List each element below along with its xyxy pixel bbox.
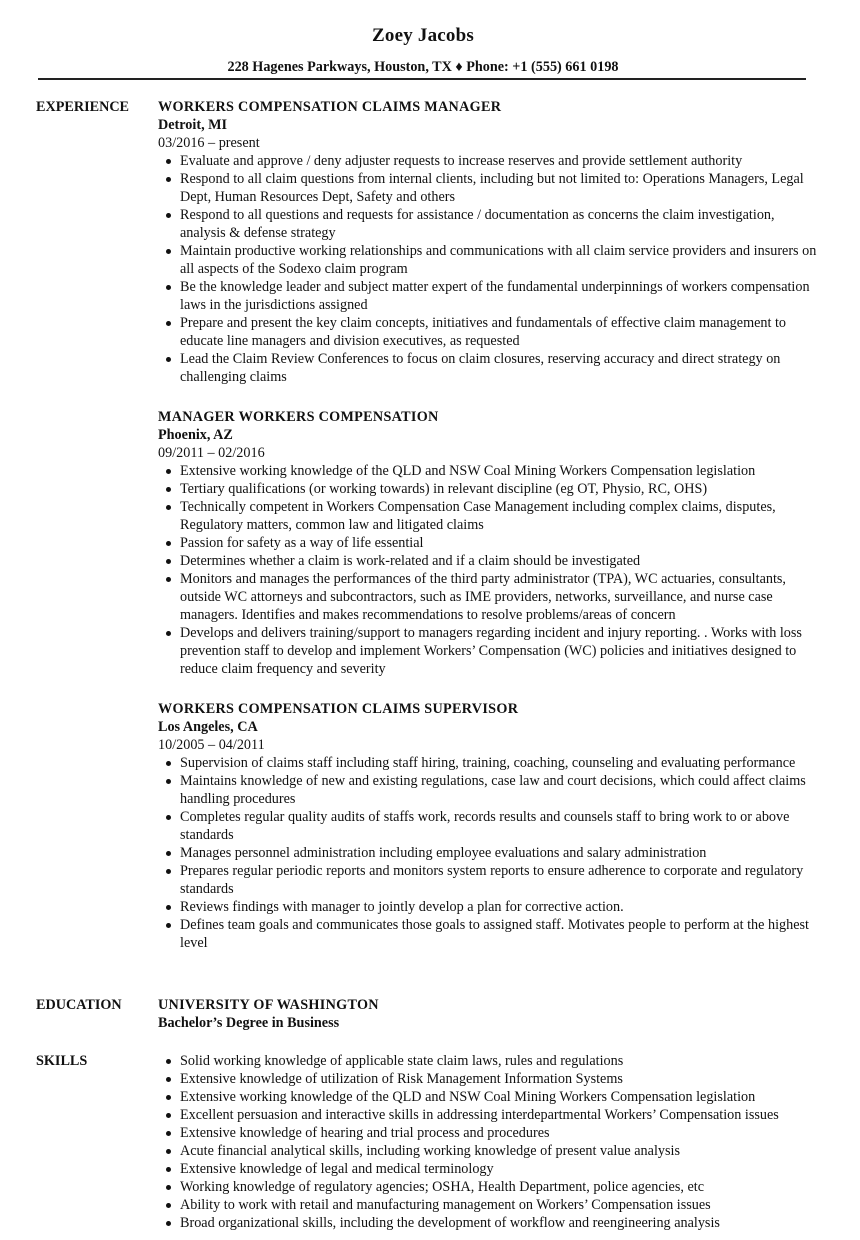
- skills-body: [158, 1052, 818, 1232]
- skills-list: [158, 1052, 818, 1232]
- job-duties: [158, 152, 818, 386]
- job-dates: 03/2016 – present: [158, 135, 260, 151]
- skill-item: Extensive knowledge of legal and medical terminology: [158, 1160, 818, 1178]
- contact-line: 228 Hagenes Parkways, Houston, TX ♦ Phone: +1 (555) 661 0198: [227, 59, 619, 75]
- duty-item: Maintains knowledge of new and existing regulations, case law and court decisions, which could affect claims handling procedures: [158, 772, 818, 808]
- duty-item: Extensive working knowledge of the QLD and NSW Coal Mining Workers Compensation legislation: [158, 462, 818, 480]
- job-entry: [158, 700, 818, 952]
- resume-header: [0, 24, 846, 76]
- duty-item: Completes regular quality audits of staffs work, records results and counsels staff to bring work to or above standards: [158, 808, 818, 844]
- duty-item: Respond to all claim questions from internal clients, including but not limited to: Operations Managers, Legal Dept, Human Resources Dept, Safety and others: [158, 170, 818, 206]
- job-duties: [158, 754, 818, 952]
- duty-item: Respond to all questions and requests for assistance / documentation as concerns the claim investigation, analysis & defense strategy: [158, 206, 818, 242]
- duty-item: Tertiary qualifications (or working towards) in relevant discipline (eg OT, Physio, RC, OHS): [158, 480, 818, 498]
- duty-item: Determines whether a claim is work-related and if a claim should be investigated: [158, 552, 818, 570]
- job-dates: 09/2011 – 02/2016: [158, 445, 265, 461]
- duty-item: Passion for safety as a way of life essential: [158, 534, 818, 552]
- duty-item: Manages personnel administration including employee evaluations and salary administration: [158, 844, 818, 862]
- job-title: MANAGER WORKERS COMPENSATION: [158, 409, 439, 425]
- job-location: Detroit, MI: [158, 117, 228, 133]
- skill-item: Solid working knowledge of applicable state claim laws, rules and regulations: [158, 1052, 818, 1070]
- duty-item: Prepares regular periodic reports and monitors system reports to ensure adherence to corporate and regulatory standards: [158, 862, 818, 898]
- skill-item: Extensive knowledge of hearing and trial process and procedures: [158, 1124, 818, 1142]
- degree-name: Bachelor’s Degree in Business: [158, 1015, 340, 1031]
- skill-item: Extensive working knowledge of the QLD and NSW Coal Mining Workers Compensation legislation: [158, 1088, 818, 1106]
- candidate-name: Zoey Jacobs: [372, 25, 474, 46]
- job-dates: 10/2005 – 04/2011: [158, 737, 265, 753]
- school-name: UNIVERSITY OF WASHINGTON: [158, 997, 379, 1013]
- duty-item: Supervision of claims staff including staff hiring, training, coaching, counseling and evaluating performance: [158, 754, 818, 772]
- job-entry: [158, 408, 818, 678]
- duty-item: Reviews findings with manager to jointly develop a plan for corrective action.: [158, 898, 818, 916]
- skill-item: Broad organizational skills, including the development of workflow and reengineering analysis: [158, 1214, 818, 1232]
- duty-item: Monitors and manages the performances of the third party administrator (TPA), WC actuaries, consultants, outside WC attorneys and subcontractors, such as IME providers, networks, surveillance, and nurse case managers. Identifies and makes recommendations to resolve problems/areas of concern: [158, 570, 818, 624]
- job-title: WORKERS COMPENSATION CLAIMS MANAGER: [158, 99, 502, 115]
- header-divider: [38, 78, 806, 80]
- duty-item: Evaluate and approve / deny adjuster requests to increase reserves and provide settlement authority: [158, 152, 818, 170]
- skill-item: Excellent persuasion and interactive skills in addressing interdepartmental Workers’ Compensation issues: [158, 1106, 818, 1124]
- duty-item: Technically competent in Workers Compensation Case Management including complex claims, disputes, Regulatory matters, common law and litigated claims: [158, 498, 818, 534]
- job-duties: [158, 462, 818, 678]
- duty-item: Defines team goals and communicates those goals to assigned staff. Motivates people to perform at the highest level: [158, 916, 818, 952]
- education-heading: EDUCATION: [36, 997, 122, 1013]
- skill-item: Ability to work with retail and manufacturing management on Workers’ Compensation issues: [158, 1196, 818, 1214]
- skill-item: Working knowledge of regulatory agencies; OSHA, Health Department, police agencies, etc: [158, 1178, 818, 1196]
- job-location: Phoenix, AZ: [158, 427, 233, 443]
- duty-item: Lead the Claim Review Conferences to focus on claim closures, reserving accuracy and direct strategy on challenging claims: [158, 350, 818, 386]
- job-title: WORKERS COMPENSATION CLAIMS SUPERVISOR: [158, 701, 519, 717]
- job-entry: [158, 98, 818, 386]
- skills-heading: SKILLS: [36, 1053, 88, 1069]
- experience-heading: EXPERIENCE: [36, 99, 130, 115]
- duty-item: Develops and delivers training/support to managers regarding incident and injury reporting. . Works with loss prevention staff to develop and implement Workers’ Compensation (WC) policies and initiatives designed to reduce claim frequency and severity: [158, 624, 818, 678]
- duty-item: Maintain productive working relationships and communications with all claim service providers and insurers on all aspects of the Sodexo claim program: [158, 242, 818, 278]
- job-location: Los Angeles, CA: [158, 719, 258, 735]
- skill-item: Extensive knowledge of utilization of Risk Management Information Systems: [158, 1070, 818, 1088]
- education-body: [158, 996, 818, 1032]
- experience-list: [158, 98, 818, 952]
- duty-item: Prepare and present the key claim concepts, initiatives and fundamentals of effective claim management to educate line managers and division executives, as requested: [158, 314, 818, 350]
- skill-item: Acute financial analytical skills, including working knowledge of present value analysis: [158, 1142, 818, 1160]
- duty-item: Be the knowledge leader and subject matter expert of the fundamental underpinnings of workers compensation laws in the jurisdictions assigned: [158, 278, 818, 314]
